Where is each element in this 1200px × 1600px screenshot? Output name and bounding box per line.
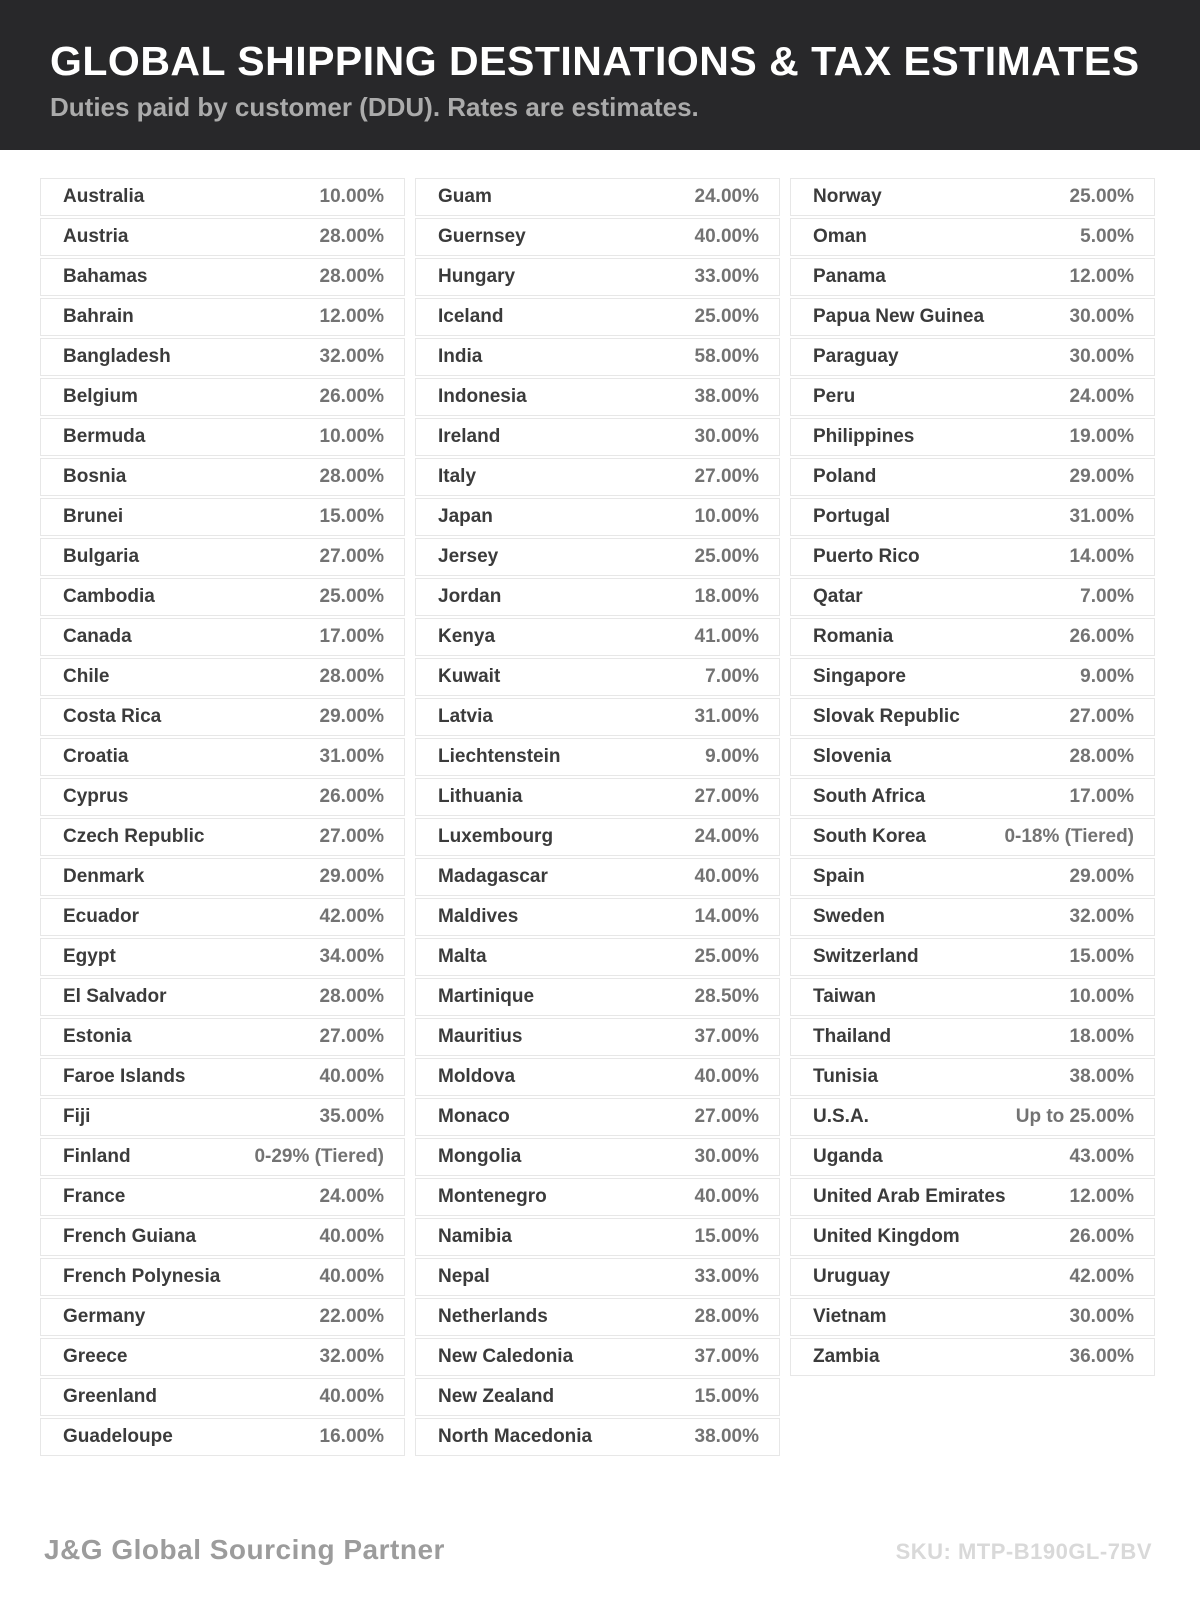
table-row bbox=[415, 898, 780, 936]
country-name: Switzerland bbox=[813, 946, 919, 967]
tax-rate: 43.00% bbox=[1069, 1146, 1134, 1167]
table-row bbox=[415, 778, 780, 816]
table-row bbox=[415, 258, 780, 296]
table-row bbox=[40, 818, 405, 856]
country-name: Martinique bbox=[438, 986, 535, 1007]
tax-rate: 27.00% bbox=[694, 786, 759, 807]
tax-rate: 32.00% bbox=[319, 346, 384, 367]
table-row bbox=[415, 658, 780, 696]
tax-rate: 58.00% bbox=[694, 346, 759, 367]
country-name: Kenya bbox=[438, 626, 496, 647]
tax-rate: 26.00% bbox=[319, 386, 384, 407]
country-name: Latvia bbox=[438, 706, 493, 727]
tax-rate: 28.00% bbox=[319, 226, 384, 247]
tax-rate: 30.00% bbox=[1069, 306, 1134, 327]
table-row bbox=[40, 1178, 405, 1216]
country-name: South Korea bbox=[813, 826, 926, 847]
country-name: Bahrain bbox=[63, 306, 134, 327]
tax-rate: 25.00% bbox=[694, 546, 759, 567]
table-row bbox=[40, 978, 405, 1016]
country-name: Cyprus bbox=[63, 786, 129, 807]
table-row bbox=[40, 618, 405, 656]
table-row bbox=[40, 418, 405, 456]
tax-rate: 28.00% bbox=[319, 666, 384, 687]
tax-rate: 41.00% bbox=[694, 626, 759, 647]
country-name: Paraguay bbox=[813, 346, 899, 367]
tax-rate: 9.00% bbox=[1080, 666, 1134, 687]
tax-rate: 18.00% bbox=[694, 586, 759, 607]
rates-column-2 bbox=[415, 178, 780, 1458]
table-row bbox=[790, 858, 1155, 896]
table-row bbox=[790, 898, 1155, 936]
country-name: Fiji bbox=[63, 1106, 91, 1127]
table-row bbox=[790, 378, 1155, 416]
tax-rate: 28.00% bbox=[319, 466, 384, 487]
country-name: Uganda bbox=[813, 1146, 883, 1167]
page-title: GLOBAL SHIPPING DESTINATIONS & TAX ESTIMATES bbox=[50, 38, 1140, 84]
table-row bbox=[415, 298, 780, 336]
tax-rate: 30.00% bbox=[1069, 1306, 1134, 1327]
country-name: Guam bbox=[438, 186, 492, 207]
table-row bbox=[790, 298, 1155, 336]
table-row bbox=[790, 1058, 1155, 1096]
table-row bbox=[415, 178, 780, 216]
tax-rate: 24.00% bbox=[319, 1186, 384, 1207]
tax-rate: 17.00% bbox=[1069, 786, 1134, 807]
table-row bbox=[415, 698, 780, 736]
country-name: Panama bbox=[813, 266, 886, 287]
page-subtitle: Duties paid by customer (DDU). Rates are estimates. bbox=[50, 92, 699, 123]
country-name: Greenland bbox=[63, 1386, 157, 1407]
tax-rate: 0-29% (Tiered) bbox=[254, 1146, 384, 1167]
country-name: New Caledonia bbox=[438, 1346, 574, 1367]
table-row bbox=[415, 578, 780, 616]
table-row bbox=[790, 338, 1155, 376]
tax-rate: 28.00% bbox=[694, 1306, 759, 1327]
country-name: Slovenia bbox=[813, 746, 892, 767]
tax-rate: 30.00% bbox=[694, 1146, 759, 1167]
tax-rate: 9.00% bbox=[705, 746, 759, 767]
table-row bbox=[415, 458, 780, 496]
table-row bbox=[790, 458, 1155, 496]
country-name: Guernsey bbox=[438, 226, 526, 247]
table-row bbox=[415, 618, 780, 656]
country-name: Bermuda bbox=[63, 426, 146, 447]
tax-rate: 28.00% bbox=[319, 266, 384, 287]
country-name: French Guiana bbox=[63, 1226, 197, 1247]
table-row bbox=[790, 618, 1155, 656]
country-name: Papua New Guinea bbox=[813, 306, 985, 327]
country-name: Cambodia bbox=[63, 586, 155, 607]
tax-rate: 38.00% bbox=[1069, 1066, 1134, 1087]
brand-name: J&G Global Sourcing Partner bbox=[44, 1534, 445, 1565]
tax-rate: 29.00% bbox=[319, 706, 384, 727]
country-name: Chile bbox=[63, 666, 110, 687]
country-name: Puerto Rico bbox=[813, 546, 920, 567]
country-name: Vietnam bbox=[813, 1306, 887, 1327]
tax-rate: 37.00% bbox=[694, 1346, 759, 1367]
country-name: Canada bbox=[63, 626, 132, 647]
country-name: Bangladesh bbox=[63, 346, 171, 367]
table-row bbox=[790, 1258, 1155, 1296]
table-row bbox=[415, 1338, 780, 1376]
tax-rate: 40.00% bbox=[694, 226, 759, 247]
country-name: U.S.A. bbox=[813, 1106, 869, 1127]
country-name: El Salvador bbox=[63, 986, 167, 1007]
tax-rate: 28.50% bbox=[694, 986, 759, 1007]
rates-column-3 bbox=[790, 178, 1155, 1378]
country-name: Philippines bbox=[813, 426, 915, 447]
country-name: Peru bbox=[813, 386, 856, 407]
country-name: Qatar bbox=[813, 586, 863, 607]
table-row bbox=[40, 178, 405, 216]
tax-rate: 12.00% bbox=[1069, 266, 1134, 287]
tax-rate: 10.00% bbox=[1069, 986, 1134, 1007]
table-row bbox=[790, 418, 1155, 456]
tax-rate: 31.00% bbox=[319, 746, 384, 767]
country-name: Monaco bbox=[438, 1106, 510, 1127]
tax-rate: 14.00% bbox=[694, 906, 759, 927]
table-row bbox=[40, 1058, 405, 1096]
table-row bbox=[415, 1418, 780, 1456]
table-row bbox=[790, 1338, 1155, 1376]
country-name: Germany bbox=[63, 1306, 146, 1327]
tax-rate: 26.00% bbox=[319, 786, 384, 807]
country-name: Jersey bbox=[438, 546, 499, 567]
table-row bbox=[40, 858, 405, 896]
table-row bbox=[40, 538, 405, 576]
tax-rate: 40.00% bbox=[694, 1066, 759, 1087]
tax-rate: 27.00% bbox=[694, 466, 759, 487]
tax-rate: 0-18% (Tiered) bbox=[1004, 826, 1134, 847]
country-name: Lithuania bbox=[438, 786, 523, 807]
table-row bbox=[790, 1098, 1155, 1136]
table-row bbox=[40, 1338, 405, 1376]
table-row bbox=[415, 978, 780, 1016]
tax-rate: 38.00% bbox=[694, 386, 759, 407]
table-row bbox=[790, 978, 1155, 1016]
country-name: Mongolia bbox=[438, 1146, 522, 1167]
tax-rate: 15.00% bbox=[694, 1386, 759, 1407]
table-row bbox=[790, 538, 1155, 576]
table-row bbox=[40, 298, 405, 336]
table-row bbox=[790, 578, 1155, 616]
tax-rate: 40.00% bbox=[319, 1226, 384, 1247]
table-row bbox=[415, 418, 780, 456]
country-name: Italy bbox=[438, 466, 477, 487]
table-row bbox=[790, 1298, 1155, 1336]
country-name: Austria bbox=[63, 226, 129, 247]
country-name: Portugal bbox=[813, 506, 891, 527]
table-row bbox=[415, 738, 780, 776]
country-name: Sweden bbox=[813, 906, 885, 927]
tax-rate: 40.00% bbox=[694, 1186, 759, 1207]
table-row bbox=[790, 258, 1155, 296]
table-row bbox=[415, 1218, 780, 1256]
tax-rate: 36.00% bbox=[1069, 1346, 1134, 1367]
tax-rate: 24.00% bbox=[694, 186, 759, 207]
country-name: Thailand bbox=[813, 1026, 892, 1047]
table-row bbox=[40, 378, 405, 416]
tax-rate: 5.00% bbox=[1080, 226, 1134, 247]
country-name: Poland bbox=[813, 466, 877, 487]
tax-rate: 28.00% bbox=[319, 986, 384, 1007]
country-name: Ireland bbox=[438, 426, 501, 447]
tax-rate: 16.00% bbox=[319, 1426, 384, 1447]
tax-rate: 24.00% bbox=[694, 826, 759, 847]
tax-rate: 22.00% bbox=[319, 1306, 384, 1327]
tax-rate: 18.00% bbox=[1069, 1026, 1134, 1047]
country-name: Tunisia bbox=[813, 1066, 879, 1087]
country-name: Mauritius bbox=[438, 1026, 523, 1047]
country-name: Singapore bbox=[813, 666, 906, 687]
country-name: Brunei bbox=[63, 506, 124, 527]
footer bbox=[44, 1534, 1152, 1566]
country-name: Faroe Islands bbox=[63, 1066, 186, 1087]
tax-rate: 29.00% bbox=[1069, 466, 1134, 487]
tax-rate: 25.00% bbox=[319, 586, 384, 607]
table-row bbox=[790, 218, 1155, 256]
rates-table bbox=[40, 178, 1155, 1458]
country-name: Bosnia bbox=[63, 466, 127, 487]
tax-rate: 19.00% bbox=[1069, 426, 1134, 447]
country-name: Luxembourg bbox=[438, 826, 554, 847]
tax-rate: 32.00% bbox=[1069, 906, 1134, 927]
tax-rate: 26.00% bbox=[1069, 1226, 1134, 1247]
tax-rate: 27.00% bbox=[319, 1026, 384, 1047]
tax-rate: 34.00% bbox=[319, 946, 384, 967]
tax-rate: 15.00% bbox=[319, 506, 384, 527]
tax-rate: 38.00% bbox=[694, 1426, 759, 1447]
tax-rate: 28.00% bbox=[1069, 746, 1134, 767]
tax-rate: 42.00% bbox=[319, 906, 384, 927]
country-name: Australia bbox=[63, 186, 145, 207]
country-name: North Macedonia bbox=[438, 1426, 593, 1447]
table-row bbox=[415, 1378, 780, 1416]
table-row bbox=[790, 938, 1155, 976]
country-name: Slovak Republic bbox=[813, 706, 960, 727]
table-row bbox=[40, 1258, 405, 1296]
tax-rate: 40.00% bbox=[319, 1386, 384, 1407]
table-row bbox=[415, 1058, 780, 1096]
table-row bbox=[415, 378, 780, 416]
table-row bbox=[415, 858, 780, 896]
table-row bbox=[790, 778, 1155, 816]
country-name: Maldives bbox=[438, 906, 519, 927]
tax-rate: 33.00% bbox=[694, 1266, 759, 1287]
table-row bbox=[40, 778, 405, 816]
country-name: India bbox=[438, 346, 483, 367]
table-row bbox=[790, 178, 1155, 216]
tax-rate: 7.00% bbox=[1080, 586, 1134, 607]
country-name: Kuwait bbox=[438, 666, 501, 687]
table-row bbox=[40, 1378, 405, 1416]
tax-rate: 30.00% bbox=[694, 426, 759, 447]
tax-rate: 33.00% bbox=[694, 266, 759, 287]
tax-rate: 26.00% bbox=[1069, 626, 1134, 647]
table-row bbox=[415, 1258, 780, 1296]
country-name: French Polynesia bbox=[63, 1266, 221, 1287]
table-row bbox=[415, 1178, 780, 1216]
country-name: Estonia bbox=[63, 1026, 132, 1047]
country-name: Hungary bbox=[438, 266, 516, 287]
table-row bbox=[790, 738, 1155, 776]
country-name: Madagascar bbox=[438, 866, 548, 887]
country-name: Malta bbox=[438, 946, 487, 967]
table-row bbox=[40, 1418, 405, 1456]
tax-rate: 29.00% bbox=[1069, 866, 1134, 887]
tax-rate: 27.00% bbox=[694, 1106, 759, 1127]
table-row bbox=[40, 938, 405, 976]
tax-rate: 10.00% bbox=[694, 506, 759, 527]
country-name: Uruguay bbox=[813, 1266, 891, 1287]
table-row bbox=[40, 658, 405, 696]
country-name: Spain bbox=[813, 866, 865, 887]
table-row bbox=[40, 1298, 405, 1336]
tax-rate: 31.00% bbox=[1069, 506, 1134, 527]
table-row bbox=[790, 1178, 1155, 1216]
header-banner bbox=[0, 0, 1200, 150]
table-row bbox=[40, 1098, 405, 1136]
country-name: France bbox=[63, 1186, 126, 1207]
country-name: Egypt bbox=[63, 946, 116, 967]
country-name: Montenegro bbox=[438, 1186, 547, 1207]
tax-rate: Up to 25.00% bbox=[1015, 1106, 1134, 1127]
table-row bbox=[40, 898, 405, 936]
table-row bbox=[415, 218, 780, 256]
country-name: Jordan bbox=[438, 586, 502, 607]
tax-rate: 14.00% bbox=[1069, 546, 1134, 567]
tax-rate: 27.00% bbox=[1069, 706, 1134, 727]
table-row bbox=[40, 338, 405, 376]
table-row bbox=[40, 1018, 405, 1056]
table-row bbox=[40, 498, 405, 536]
country-name: Japan bbox=[438, 506, 493, 527]
tax-rate: 40.00% bbox=[319, 1066, 384, 1087]
table-row bbox=[415, 1298, 780, 1336]
country-name: Indonesia bbox=[438, 386, 527, 407]
table-row bbox=[40, 218, 405, 256]
tax-rate: 30.00% bbox=[1069, 346, 1134, 367]
country-name: United Kingdom bbox=[813, 1226, 960, 1247]
country-name: Guadeloupe bbox=[63, 1426, 173, 1447]
country-name: Romania bbox=[813, 626, 894, 647]
country-name: Bulgaria bbox=[63, 546, 140, 567]
table-row bbox=[415, 1018, 780, 1056]
table-row bbox=[415, 538, 780, 576]
country-name: Iceland bbox=[438, 306, 504, 327]
table-row bbox=[415, 338, 780, 376]
country-name: Ecuador bbox=[63, 906, 140, 927]
country-name: Bahamas bbox=[63, 266, 148, 287]
table-row bbox=[40, 258, 405, 296]
tax-rate: 29.00% bbox=[319, 866, 384, 887]
country-name: Liechtenstein bbox=[438, 746, 561, 767]
country-name: Oman bbox=[813, 226, 867, 247]
table-row bbox=[40, 1138, 405, 1176]
country-name: Costa Rica bbox=[63, 706, 162, 727]
sku-label: SKU: MTP-B190GL-7BV bbox=[895, 1539, 1152, 1564]
rates-column-1 bbox=[40, 178, 405, 1458]
country-name: Greece bbox=[63, 1346, 128, 1367]
tax-rate: 40.00% bbox=[694, 866, 759, 887]
country-name: United Arab Emirates bbox=[813, 1186, 1006, 1207]
tax-rate: 25.00% bbox=[694, 946, 759, 967]
table-row bbox=[40, 1218, 405, 1256]
tax-rate: 17.00% bbox=[319, 626, 384, 647]
country-name: Belgium bbox=[63, 386, 138, 407]
tax-rate: 40.00% bbox=[319, 1266, 384, 1287]
country-name: Czech Republic bbox=[63, 826, 205, 847]
table-row bbox=[790, 658, 1155, 696]
table-row bbox=[790, 498, 1155, 536]
tax-rate: 12.00% bbox=[319, 306, 384, 327]
tax-rate: 27.00% bbox=[319, 826, 384, 847]
tax-rate: 35.00% bbox=[319, 1106, 384, 1127]
table-row bbox=[415, 938, 780, 976]
table-row bbox=[790, 1218, 1155, 1256]
tax-rate: 25.00% bbox=[1069, 186, 1134, 207]
tax-rate: 10.00% bbox=[319, 426, 384, 447]
tax-rate: 15.00% bbox=[694, 1226, 759, 1247]
table-row bbox=[40, 738, 405, 776]
country-name: Denmark bbox=[63, 866, 145, 887]
tax-rate: 10.00% bbox=[319, 186, 384, 207]
table-row bbox=[40, 698, 405, 736]
tax-rate: 37.00% bbox=[694, 1026, 759, 1047]
country-name: Netherlands bbox=[438, 1306, 548, 1327]
country-name: Namibia bbox=[438, 1226, 512, 1247]
country-name: Finland bbox=[63, 1146, 131, 1167]
tax-rate: 31.00% bbox=[694, 706, 759, 727]
table-row bbox=[790, 1018, 1155, 1056]
tax-rate: 42.00% bbox=[1069, 1266, 1134, 1287]
country-name: South Africa bbox=[813, 786, 926, 807]
table-row bbox=[415, 1098, 780, 1136]
table-row bbox=[415, 818, 780, 856]
table-row bbox=[790, 818, 1155, 856]
tax-rate: 12.00% bbox=[1069, 1186, 1134, 1207]
tax-rate: 25.00% bbox=[694, 306, 759, 327]
country-name: Moldova bbox=[438, 1066, 516, 1087]
country-name: Croatia bbox=[63, 746, 129, 767]
country-name: Nepal bbox=[438, 1266, 490, 1287]
table-row bbox=[415, 1138, 780, 1176]
table-row bbox=[40, 578, 405, 616]
country-name: Zambia bbox=[813, 1346, 880, 1367]
table-row bbox=[40, 458, 405, 496]
country-name: Taiwan bbox=[813, 986, 876, 1007]
tax-rate: 15.00% bbox=[1069, 946, 1134, 967]
table-row bbox=[790, 1138, 1155, 1176]
table-row bbox=[415, 498, 780, 536]
table-row bbox=[790, 698, 1155, 736]
tax-rate: 24.00% bbox=[1069, 386, 1134, 407]
country-name: New Zealand bbox=[438, 1386, 555, 1407]
tax-rate: 32.00% bbox=[319, 1346, 384, 1367]
tax-rate: 27.00% bbox=[319, 546, 384, 567]
country-name: Norway bbox=[813, 186, 882, 207]
tax-rate: 7.00% bbox=[705, 666, 759, 687]
